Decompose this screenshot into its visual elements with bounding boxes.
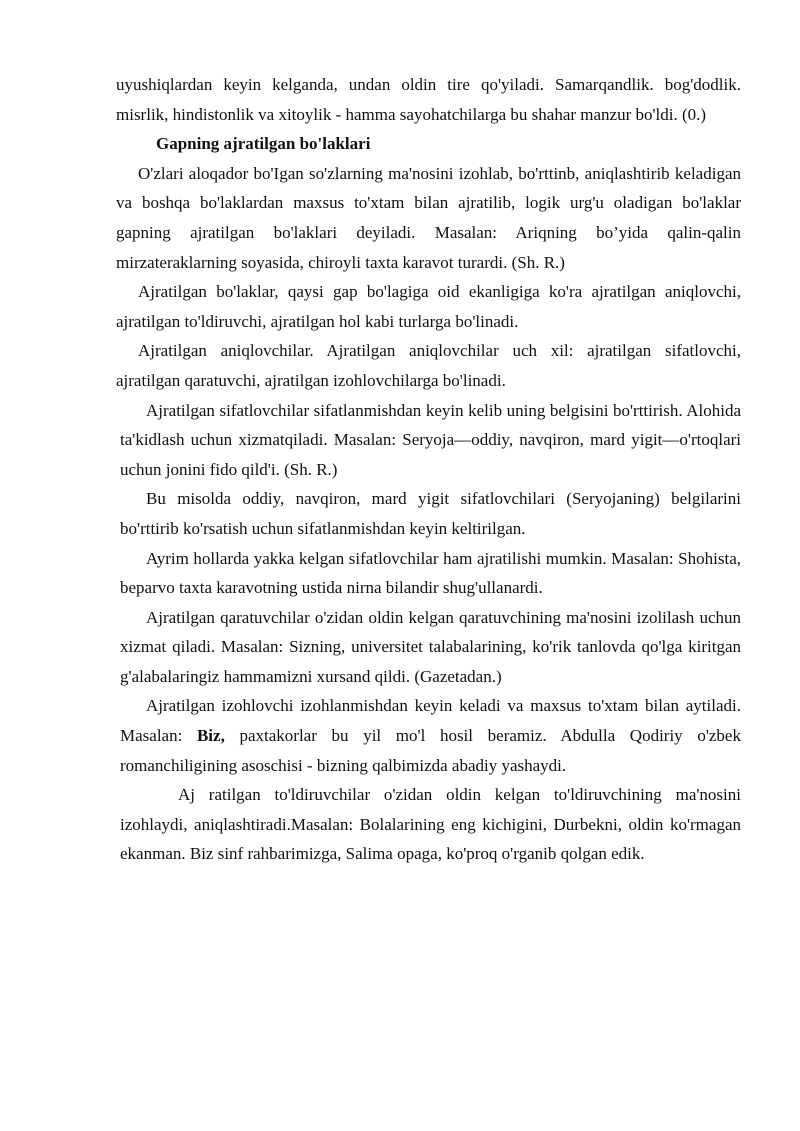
paragraph-types: Ajratilgan bo'laklar, qaysi gap bo'lagiga oid ekanligiga ko'ra ajratilgan aniqlovchi, ajratilgan to'ldiruvchi, ajratilgan hol kabi turlarga bo'linadi.	[116, 282, 741, 331]
appositives-bold-word: Biz,	[196, 726, 225, 746]
paragraph-appositives	[120, 691, 741, 780]
paragraph-possessives: Ajratilgan qaratuvchilar o'zidan oldin kelgan qaratuvchining ma'nosini izolilash uchun xizmat qiladi. Masalan: Sizning, universitet talabalarining, ko'rik tanlovda qo'lga kiritgan g'alabalaringiz hammamizni xursand qildi. (Gazetadan.)	[120, 607, 741, 686]
paragraph-single-qualifiers: Ayrim hollarda yakka kelgan sifatlovchilar ham ajratilishi mumkin. Masalan: Shohista, beparvo taxta karavotning ustida nirna bilandir shug'ullanardi.	[120, 548, 741, 598]
paragraph-definition: O'zlari aloqador bo'Igan so'zlarning ma'nosini izohlab, bo'rttinb, aniqlashtirib keladigan va boshqa bo'laklardan maxsus to'xtam bilan ajratilib, logik urg'u oladigan bo'laklar gapning ajratilgan bo'laklari deyiladi. Masalan: Ariqning bo’yida qalin-qalin mirzateraklarning soyasida, chiroyli taxta karavot turardi. (Sh. R.)	[116, 163, 741, 272]
document-body	[116, 70, 741, 869]
section-heading: Gapning ajratilgan bo'laklari	[156, 134, 371, 154]
paragraph-continuation: uyushiqlardan keyin kelganda, undan oldin tire qo'yiladi. Samarqandlik. bog'dodlik. misrlik, hindistonlik va xitoylik - hamma sayohatchilarga bu shahar manzur bo'ldi. (0.)	[116, 75, 741, 124]
appositives-text-end: paxtakorlar bu yil mo'l hosil beramiz. Abdulla Qodiriy o'zbek romanchiligining asoschisi - bizning qalbimizda abadiy yashaydi.	[120, 726, 741, 775]
paragraph-attributes: Ajratilgan aniqlovchilar. Ajratilgan aniqlovchilar uch xil: ajratilgan sifatlovchi, ajratilgan qaratuvchi, ajratilgan izohlovchilarga bo'linadi.	[116, 341, 741, 390]
paragraph-example-explanation: Bu misolda oddiy, navqiron, mard yigit sifatlovchilari (Seryojaning) belgilarini bo'rttirib ko'rsatish uchun sifatlanmishdan keyin keltirilgan.	[120, 489, 741, 538]
indented-block	[116, 396, 741, 870]
paragraph-complements: Aj ratilgan to'ldiruvchilar o'zidan oldin kelgan to'ldiruvchining ma'nosini izohlaydi, aniqlashtiradi.Masalan: Bolalarining eng kichigini, Durbekni, oldin ko'rmagan ekanman. Biz sinf rahbarimizga, Salima opaga, ko'proq o'rganib qolgan edik.	[120, 785, 741, 864]
appositives-text-start: Ajratilgan izohlovchi izohlanmishdan keyin keladi va maxsus to'xtam bilan aytiladi. Masalan:	[120, 696, 741, 746]
paragraph-qualifiers: Ajratilgan sifatlovchilar sifatlanmishdan keyin kelib uning belgisini bo'rttirish. Alohida ta'kidlash uchun xizmatqiladi. Masalan: Seryoja—oddiy, navqiron, mard yigit—o'rtoqlari uchun jonini fido qild'i. (Sh. R.)	[120, 400, 741, 479]
